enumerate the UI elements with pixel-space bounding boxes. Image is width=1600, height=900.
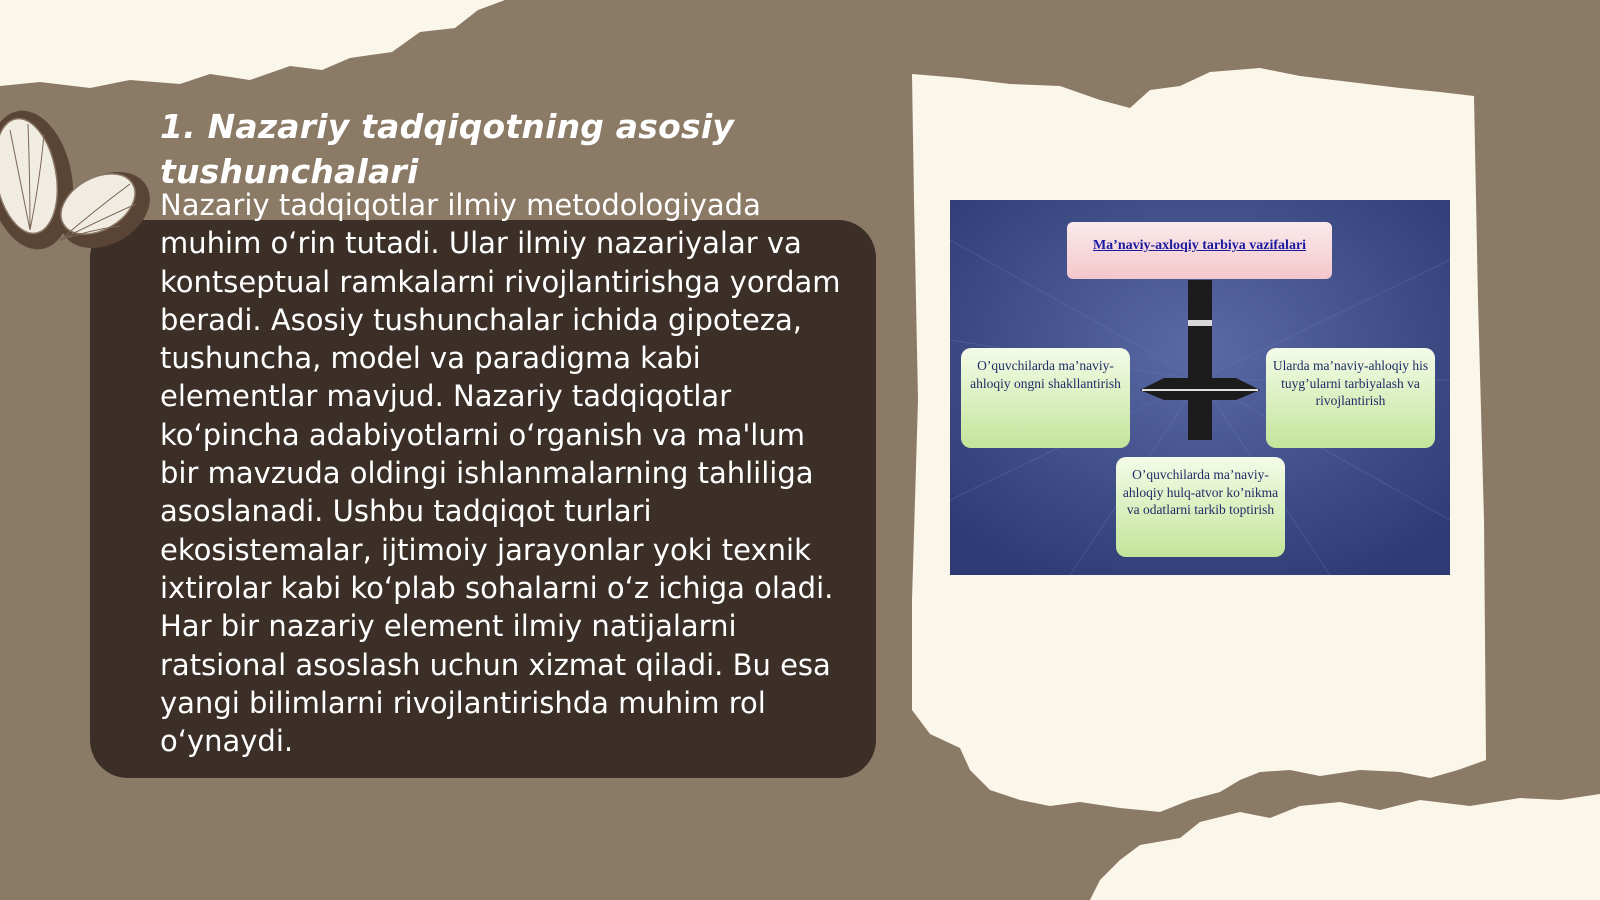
slide-body-text: Nazariy tadqiqotlar ilmiy metodologiyada muhim o‘rin tutadi. Ular ilmiy nazariyalar va kontseptual ramkalarni rivojlantirishga yordam beradi. Asosiy tushunchalar ichida gipoteza, tushuncha, model va paradigma kabi elementlar mavjud. Nazariy tadqiqotlar ko‘pincha adabiyotlarni o‘rganish va ma'lum bir mavzuda oldingi ishlanmalarning tahliliga asoslanadi. Ushbu tadqiqot turlari ekosistemalar, ijtimoiy jarayonlar yoki texnik ixtirolar kabi ko‘plab sohalarni o‘z ichiga oladi. Har bir nazariy element ilmiy natijalarni ratsional asoslash uchun xizmat qiladi. Bu esa yangi bilimlarni rivojlantirishda muhim rol o‘ynaydi. bbox=[160, 188, 841, 759]
diagram-left-box: O’quvchilarda ma’naviy-ahloqiy ongni shakllantirish bbox=[961, 348, 1130, 448]
diagram-bottom-box: O’quvchilarda ma’naviy-ahloqiy hulq-atvor ko’nikma va odatlarni tarkib toptirish bbox=[1116, 457, 1285, 557]
diagram-right-box: Ularda ma’naviy-ahloqiy his tuyg’ularni tarbiyalash va rivojlantirish bbox=[1266, 348, 1435, 448]
slide-title: 1. Nazariy tadqiqotning asosiy tushunchalari bbox=[160, 107, 735, 191]
diagram-image bbox=[950, 200, 1450, 575]
butterfly-icon bbox=[0, 100, 160, 280]
diagram-title-box: Ma’naviy-axloqiy tarbiya vazifalari bbox=[1067, 222, 1332, 279]
